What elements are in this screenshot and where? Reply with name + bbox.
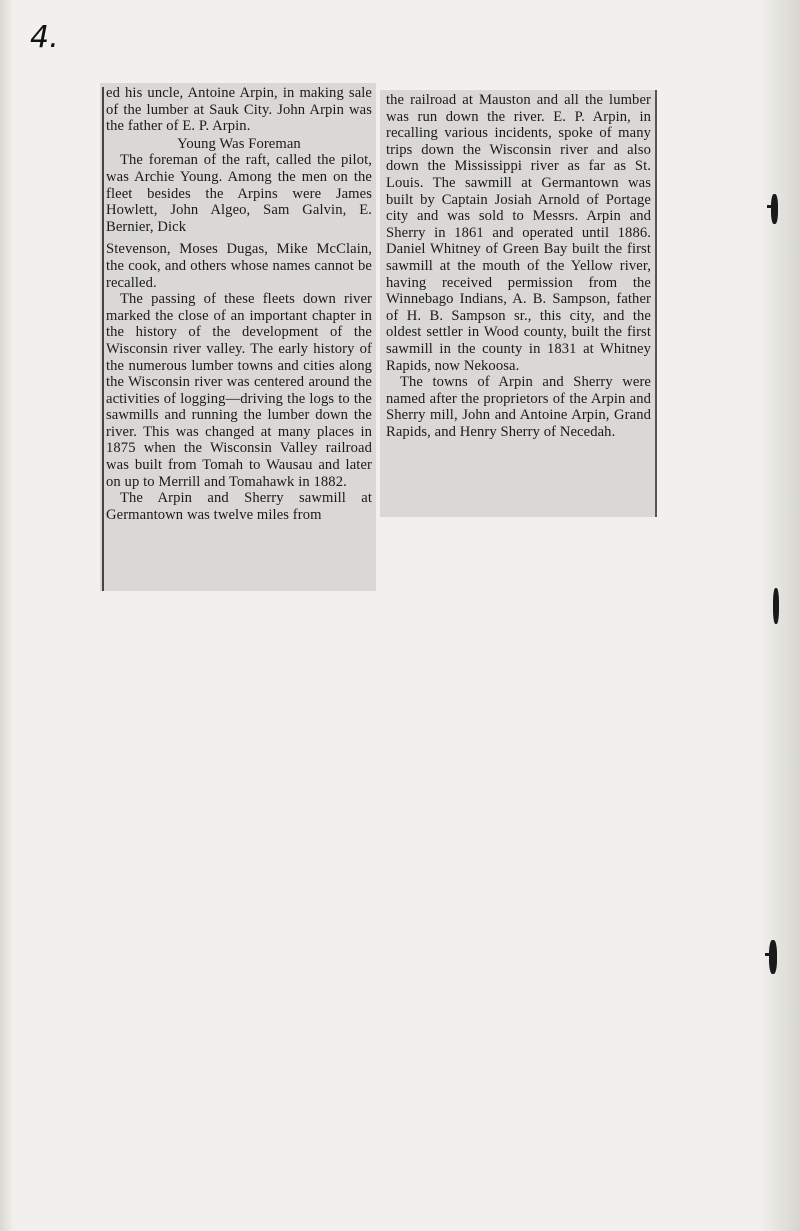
page-edge-shadow: [0, 0, 14, 1231]
margin-mark: [773, 588, 779, 624]
section-heading: Young Was Foreman: [177, 135, 301, 152]
paragraph: ed his uncle, Antoine Arpin, in making sale of the lumber at Sauk City. John Arpin was the father of E. P. Arpin.: [106, 85, 372, 135]
right-column-text: [386, 92, 651, 440]
margin-mark: [767, 205, 773, 208]
paragraph: The Arpin and Sherry sawmill at Germantown was twelve miles from: [106, 490, 372, 523]
page-number: 4.: [30, 20, 59, 55]
paragraph: The towns of Arpin and Sherry were named after the proprietors of the Arpin and Sherry mill, John and Antoine Arpin, Grand Rapids, and Henry Sherry of Necedah.: [386, 374, 651, 440]
page-edge-shadow: [760, 0, 800, 1231]
left-column-text: [106, 85, 372, 523]
paragraph: The passing of these fleets down river marked the close of an important chapter in the history of the development of the Wisconsin river valley. The early history of the numerous lumber towns and cities along the Wisconsin river was centered around the activities of logging—driving the logs to the sawmills and running the lumber down the river. This was changed at many places in 1875 when the Wisconsin Valley railroad was built from Tomah to Wausau and later on up to Merrill and Tomahawk in 1882.: [106, 291, 372, 490]
clipping-left-column: [100, 83, 376, 591]
paragraph: Stevenson, Moses Dugas, Mike McClain, the cook, and others whose names cannot be recalled.: [106, 241, 372, 291]
clipping-right-column: [380, 90, 657, 517]
paragraph: The foreman of the raft, called the pilot, was Archie Young. Among the men on the fleet besides the Arpins were James Howlett, John Algeo, Sam Galvin, E. Bernier, Dick: [106, 152, 372, 235]
margin-mark: [771, 194, 778, 224]
paragraph: the railroad at Mauston and all the lumber was run down the river. E. P. Arpin, in recalling various incidents, spoke of many trips down the Wisconsin river and also down the Mississippi river as far as St. Louis. The sawmill at Germantown was built by Captain Josiah Arnold of Portage city and was sold to Messrs. Arpin and Sherry in 1861 and operated until 1886. Daniel Whitney of Green Bay built the first sawmill at the mouth of the Yellow river, having received permission from the Winnebago Indians, A. B. Sampson, father of H. B. Sampson sr., this city, and the oldest settler in Wood county, built the first sawmill in the county in 1831 at Whitney Rapids, now Nekoosa.: [386, 92, 651, 374]
margin-mark: [769, 940, 777, 974]
margin-mark: [765, 953, 771, 956]
